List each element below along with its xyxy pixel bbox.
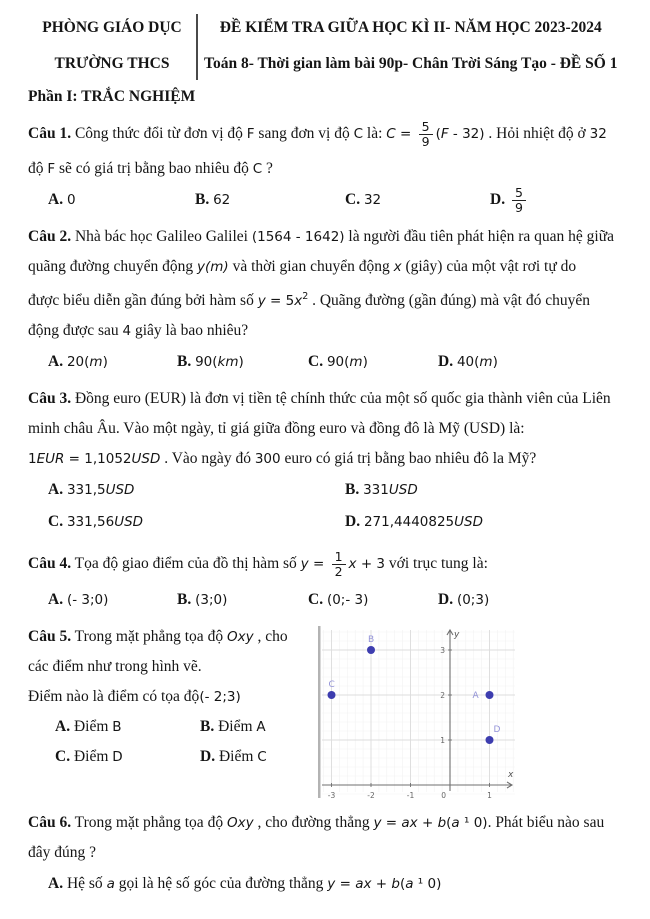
math-segment: C	[252, 161, 263, 177]
text-segment: Điểm	[73, 748, 113, 766]
option-letter: A.	[48, 191, 64, 208]
math-segment: b	[391, 876, 400, 893]
x-axis-label	[507, 770, 514, 780]
text-segment: . Hỏi nhiệt độ ở	[484, 125, 590, 142]
math-segment: b	[437, 815, 447, 832]
text-segment: sẽ có giá trị bằng bao nhiêu độ	[55, 160, 253, 177]
answer-option	[308, 584, 438, 616]
svg-text:1: 1	[440, 735, 445, 745]
option-letter: D.	[490, 191, 506, 208]
math-segment: 4	[122, 323, 132, 340]
question-5-layout	[28, 622, 624, 802]
math-segment: USD	[131, 451, 161, 468]
fraction: $\frac{5}{9}$	[419, 120, 433, 150]
text-segment: Nhà bác học Galileo Galilei	[71, 228, 252, 245]
math-segment: + 3	[356, 556, 386, 573]
math-segment: (- 3;0)	[66, 592, 109, 609]
text-segment: độ	[28, 160, 48, 177]
math-segment: B	[112, 719, 122, 736]
svg-text:C: C	[328, 680, 335, 691]
math-segment: 32	[363, 192, 382, 208]
answer-option	[490, 184, 624, 216]
svg-text:B: B	[368, 635, 375, 646]
svg-text:-1: -1	[406, 791, 415, 801]
svg-text:y: y	[454, 630, 460, 641]
math-segment: Oxy	[226, 815, 254, 832]
answer-option	[345, 506, 624, 538]
math-segment: +	[417, 815, 438, 832]
math-segment: F	[440, 126, 449, 142]
text-segment: . Phát biểu nào sau	[487, 814, 605, 832]
answer-option	[195, 184, 345, 216]
text-segment: Điểm	[218, 748, 258, 766]
options-row	[28, 584, 624, 616]
math-segment: 1	[28, 451, 37, 468]
question-line	[28, 154, 624, 184]
math-segment: (	[435, 126, 441, 142]
text-segment: và thời gian chuyển động	[228, 258, 394, 275]
math-segment: 331,56	[66, 514, 115, 531]
math-segment: ¹ 0)	[459, 815, 488, 832]
answer-option	[55, 712, 200, 742]
math-segment: - 32)	[448, 126, 485, 142]
math-segment: x	[348, 556, 357, 573]
math-segment: (3;0)	[195, 592, 228, 609]
text-segment: động được sau	[28, 322, 123, 340]
math-segment: a	[106, 876, 115, 893]
math-segment: y	[257, 293, 266, 310]
math-segment: USD	[114, 514, 144, 531]
question-3	[28, 384, 624, 538]
math-segment: m	[349, 354, 363, 371]
math-segment: 90(	[326, 354, 350, 371]
option-letter: C.	[308, 591, 324, 609]
math-segment: =	[335, 876, 356, 893]
answer-option	[48, 506, 345, 538]
text-segment: , cho	[253, 628, 288, 646]
option-letter: A.	[48, 481, 64, 499]
text-segment: Tọa độ giao điểm của đồ thị hàm số	[71, 555, 301, 573]
text-segment: Trong mặt phẳng tọa độ	[71, 628, 227, 646]
text-segment: quãng đường chuyển động	[28, 258, 197, 275]
tick-labels	[328, 646, 492, 800]
question-label: Câu 4.	[28, 555, 72, 573]
text-segment: sang đơn vị độ	[254, 125, 354, 142]
minor-gridlines	[322, 630, 515, 794]
math-segment: )	[492, 354, 498, 371]
exam-header	[28, 0, 624, 82]
math-segment: x	[393, 259, 402, 275]
math-segment: 0	[66, 192, 76, 208]
question-line	[28, 384, 624, 414]
options-grid	[28, 474, 624, 538]
option-letter: D.	[200, 748, 216, 766]
math-segment: C	[353, 126, 364, 142]
math-segment: +	[371, 876, 392, 893]
question-label: Câu 6.	[28, 814, 72, 832]
math-segment: F	[246, 126, 255, 142]
math-segment: USD	[105, 482, 135, 499]
question-5-text	[28, 622, 312, 772]
question-5-figure	[312, 622, 624, 802]
svg-text:3: 3	[440, 645, 445, 655]
math-segment: (	[399, 876, 406, 893]
math-segment: A	[256, 719, 266, 736]
answer-option	[177, 346, 308, 378]
exam-title: ĐỀ KIỂM TRA GIỮA HỌC KÌ II- NĂM HỌC 2023-2024	[219, 19, 602, 36]
math-segment: =	[381, 815, 402, 832]
options-row	[28, 868, 624, 900]
option-letter: A.	[48, 353, 64, 371]
math-segment: 300	[254, 451, 281, 468]
text-segment: với trục tung là:	[385, 555, 488, 573]
options-row	[28, 346, 624, 378]
text-segment: Hệ số	[66, 875, 107, 893]
option-letter: C.	[48, 513, 64, 531]
answer-option	[200, 712, 312, 742]
math-segment: x	[294, 293, 303, 310]
math-segment: USD	[454, 514, 483, 531]
math-segment: )	[238, 354, 244, 371]
question-line	[28, 414, 624, 444]
question-line	[28, 316, 624, 346]
question-line	[28, 114, 624, 154]
svg-text:D: D	[493, 725, 501, 736]
text-segment: . Quãng đường (gần đúng) mà vật đó chuyển	[308, 292, 590, 310]
point-B	[367, 635, 375, 654]
svg-text:2: 2	[440, 690, 445, 700]
answer-option	[48, 584, 177, 616]
math-segment: 20(	[66, 354, 90, 371]
answer-option	[48, 184, 195, 216]
question-line	[28, 622, 312, 652]
text-segment: . Vào ngày đó	[160, 450, 255, 468]
text-segment: Trong mặt phẳng tọa độ	[71, 814, 227, 832]
math-segment: =	[395, 126, 416, 142]
figure-left-border	[318, 626, 321, 798]
text-segment: minh châu Âu. Vào một ngày, tỉ giá giữa đồng euro và đồng đô là Mỹ (USD) là:	[28, 420, 525, 438]
math-segment: Oxy	[226, 629, 254, 646]
math-segment: km	[217, 354, 239, 371]
point-D	[486, 725, 501, 744]
text-segment: là người đầu tiên phát hiện ra quan hệ giữa	[344, 228, 615, 245]
option-letter: A.	[48, 875, 64, 893]
text-segment: , cho đường thẳng	[253, 814, 374, 832]
question-label: Câu 5.	[28, 628, 72, 646]
math-segment: F	[47, 161, 56, 177]
question-line	[28, 808, 624, 838]
math-segment: C	[386, 126, 396, 142]
text-segment: Đồng euro (EUR) là đơn vị tiền tệ chính thức của một số quốc gia thành viên của Liên	[71, 390, 611, 408]
question-line	[28, 682, 312, 712]
svg-text:x: x	[508, 770, 514, 781]
math-segment: (0;3)	[456, 592, 490, 609]
fraction: $\frac{5}{9}$	[512, 186, 526, 216]
question-line	[28, 252, 624, 282]
text-segment: ?	[262, 160, 273, 177]
math-segment: = 5	[265, 293, 295, 310]
option-letter: C.	[345, 191, 361, 208]
answer-option	[438, 346, 624, 378]
question-line	[28, 222, 624, 252]
math-segment: USD	[388, 482, 418, 499]
math-segment: 62	[213, 192, 231, 208]
text-segment: Công thức đổi từ đơn vị độ	[71, 125, 247, 142]
text-segment: Điểm	[73, 718, 113, 736]
text-segment: Điểm nào là điểm có tọa độ	[28, 688, 200, 706]
option-letter: D.	[438, 353, 454, 371]
y-axis-label	[453, 630, 460, 640]
math-segment: (	[446, 815, 452, 832]
math-segment: y	[300, 556, 309, 573]
answer-option	[345, 184, 490, 216]
svg-text:0: 0	[441, 791, 446, 801]
point-A	[473, 691, 494, 701]
math-segment: 2	[302, 291, 309, 302]
text-segment: Điểm	[218, 718, 257, 736]
math-segment: y	[327, 876, 336, 893]
question-4	[28, 544, 624, 616]
math-segment: 331,5	[66, 482, 106, 499]
option-letter: A.	[48, 591, 64, 609]
math-segment: m	[479, 354, 493, 371]
text-segment: euro có giá trị bằng bao nhiêu đô la Mỹ?	[280, 450, 537, 468]
option-letter: B.	[195, 191, 210, 208]
option-letter: D.	[345, 513, 361, 531]
question-label: Câu 3.	[28, 390, 72, 408]
math-segment: a	[451, 815, 460, 832]
option-letter: B.	[177, 591, 192, 609]
math-segment: ¹ 0)	[413, 876, 442, 893]
text-segment: là:	[363, 125, 387, 142]
math-segment: C	[257, 749, 267, 766]
math-segment: ax	[401, 815, 418, 832]
math-segment: D	[112, 749, 123, 766]
school-name: TRƯỜNG THCS	[54, 55, 170, 72]
math-segment: =	[308, 556, 329, 573]
math-segment: 331	[363, 482, 389, 499]
text-segment: giây là bao nhiêu?	[131, 322, 249, 340]
question-line	[28, 444, 624, 474]
math-segment: 90(	[195, 354, 218, 371]
section-title: Phần I: TRẮC NGHIỆM	[28, 88, 196, 105]
text-segment: các điểm như trong hình vẽ.	[28, 658, 202, 676]
math-segment: 40(	[456, 354, 480, 371]
text-segment: đây đúng ?	[28, 844, 97, 862]
exam-subtitle: Toán 8- Thời gian làm bài 90p- Chân Trời Sáng Tạo - ĐỀ SỐ 1	[204, 55, 618, 72]
math-segment: (1564 - 1642)	[251, 229, 345, 245]
text-segment: gọi là hệ số góc của đường thẳng	[114, 875, 328, 893]
answer-option	[438, 584, 624, 616]
header-right-column	[198, 10, 625, 82]
answer-option	[177, 584, 308, 616]
math-segment: 32	[589, 126, 607, 142]
math-segment: m	[89, 354, 103, 371]
question-line	[28, 282, 624, 316]
answer-option	[48, 474, 345, 506]
option-letter: B.	[177, 353, 192, 371]
question-label: Câu 1.	[28, 125, 72, 142]
option-letter: C.	[308, 353, 324, 371]
answer-option	[48, 868, 624, 900]
svg-text:-2: -2	[367, 791, 375, 801]
department-name: PHÒNG GIÁO DỤC	[42, 19, 182, 36]
math-segment: )	[362, 354, 368, 371]
math-segment: a	[405, 876, 414, 893]
math-segment: ax	[355, 876, 372, 893]
answer-option	[55, 742, 200, 772]
math-segment: = 1,1052	[64, 451, 132, 468]
math-segment: (- 2;3)	[199, 689, 241, 706]
option-letter: D.	[438, 591, 454, 609]
question-1	[28, 114, 624, 216]
option-letter: B.	[200, 718, 215, 736]
options-grid	[28, 712, 312, 772]
coordinate-graph	[312, 624, 520, 802]
fraction: $\frac{1}{2}$	[332, 550, 346, 580]
answer-option	[308, 346, 438, 378]
math-segment: (0;- 3)	[326, 592, 369, 609]
math-segment: EUR	[36, 451, 65, 468]
question-label: Câu 2.	[28, 228, 72, 245]
svg-text:-3: -3	[327, 791, 336, 801]
answer-option	[345, 474, 624, 506]
question-line	[28, 838, 624, 868]
math-segment: )	[102, 354, 108, 371]
math-segment: 271,4440825	[363, 514, 455, 531]
math-segment: y	[373, 815, 382, 832]
svg-text:1: 1	[487, 791, 492, 801]
header-left-column	[28, 10, 196, 82]
option-letter: B.	[345, 481, 360, 499]
question-line	[28, 652, 312, 682]
options-row	[28, 184, 624, 216]
option-letter: A.	[55, 718, 71, 736]
text-segment: (giây) của một vật rơi tự do	[401, 258, 577, 275]
option-letter: C.	[55, 748, 71, 766]
point-C	[328, 680, 336, 699]
question-5	[28, 622, 624, 802]
answer-option	[48, 346, 177, 378]
question-line	[28, 544, 624, 584]
question-6	[28, 808, 624, 900]
svg-text:A: A	[472, 691, 479, 702]
text-segment: được biểu diễn gần đúng bởi hàm số	[28, 292, 258, 310]
answer-option	[200, 742, 312, 772]
question-2	[28, 222, 624, 378]
math-segment: y(m)	[197, 259, 229, 275]
